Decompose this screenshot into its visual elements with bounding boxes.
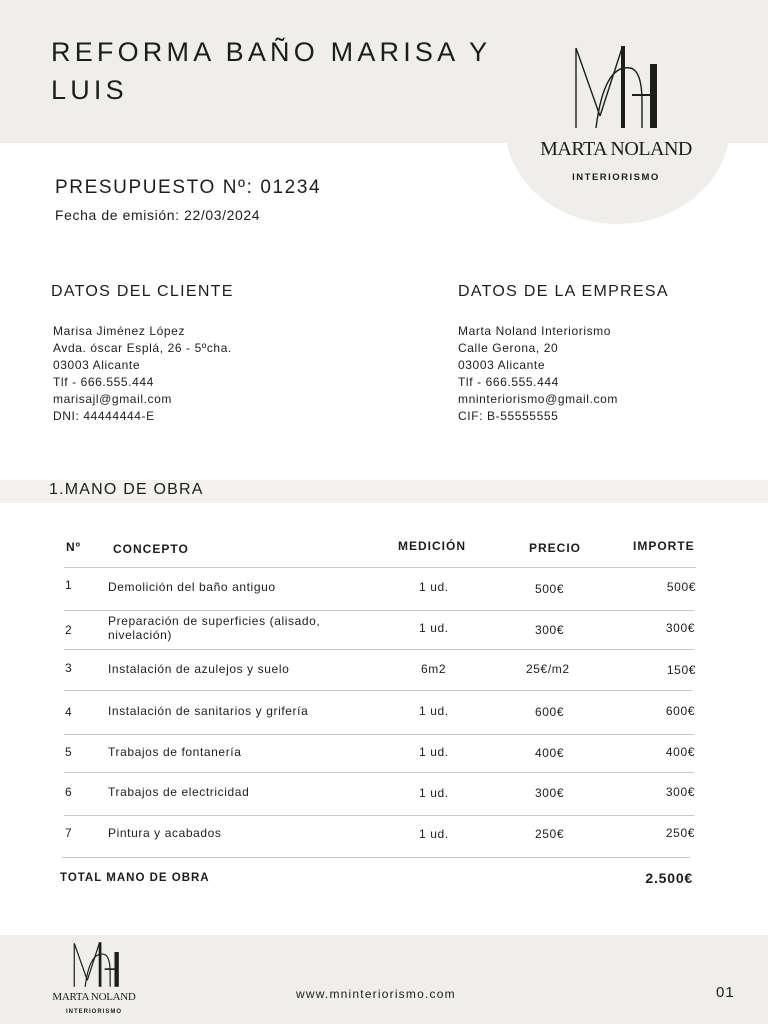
company-info: [458, 323, 618, 425]
footer-logo-brand-name: MARTA NOLAND: [52, 991, 136, 1003]
table-divider: [64, 815, 694, 816]
row-price: 250€: [535, 827, 565, 841]
company-cif: CIF: B-55555555: [458, 409, 559, 423]
row-number: 1: [65, 578, 73, 592]
logo-brand-name: MARTA NOLAND: [540, 138, 692, 160]
total-labor-value: 2.500€: [645, 870, 693, 886]
row-price: 300€: [535, 786, 565, 800]
document-title: REFORMA BAÑO MARISA Y LUIS: [51, 37, 491, 105]
client-dni: DNI: 44444444-E: [53, 409, 155, 423]
client-info: [53, 323, 232, 425]
row-amount: 300€: [665, 785, 695, 799]
row-price: 600€: [535, 705, 565, 719]
row-measure: 1 ud.: [419, 704, 449, 718]
row-price: 400€: [535, 746, 565, 760]
row-concept: Instalación de sanitarios y grifería: [108, 704, 309, 718]
footer-logo: [44, 940, 144, 1018]
page-number: 01: [716, 984, 735, 1001]
row-measure: 1 ud.: [419, 745, 449, 759]
row-number: 4: [65, 705, 73, 719]
client-name: Marisa Jiménez López: [53, 324, 186, 338]
company-phone: Tlf - 666.555.444: [458, 375, 559, 389]
company-data-heading: DATOS DE LA EMPRESA: [458, 283, 669, 300]
row-number: 3: [65, 661, 73, 675]
row-number: 7: [65, 826, 73, 840]
row-amount: 150€: [666, 663, 696, 677]
column-header-number: Nº: [66, 540, 82, 554]
table-divider: [64, 567, 696, 568]
labor-section-title: 1.MANO DE OBRA: [49, 481, 204, 498]
issue-date: Fecha de emisión: 22/03/2024: [55, 207, 261, 223]
client-address: Avda. óscar Esplá, 26 - 5ºcha.: [53, 341, 232, 355]
row-concept: Trabajos de electricidad: [108, 785, 250, 799]
table-divider: [64, 610, 694, 611]
column-header-measure: MEDICIÓN: [398, 539, 466, 553]
company-city: 03003 Alicante: [458, 358, 546, 372]
client-phone: Tlf - 666.555.444: [53, 375, 154, 389]
footer-logo-subtitle: INTERIORISMO: [65, 1009, 122, 1015]
row-amount: 400€: [665, 745, 695, 759]
company-address: Calle Gerona, 20: [458, 341, 559, 355]
row-number: 6: [65, 785, 73, 799]
row-concept: Pintura y acabados: [108, 826, 222, 840]
row-amount: 500€: [666, 580, 696, 594]
row-concept: Demolición del baño antiguo: [108, 580, 276, 594]
row-price: 300€: [535, 623, 565, 637]
table-divider: [64, 734, 694, 735]
row-price: 25€/m2: [526, 662, 570, 676]
row-measure: 6m2: [421, 662, 447, 676]
row-number: 5: [65, 745, 73, 759]
row-amount: 600€: [665, 704, 695, 718]
client-city: 03003 Alicante: [53, 358, 141, 372]
logo-subtitle: INTERIORISMO: [572, 172, 660, 183]
row-measure: 1 ud.: [419, 786, 449, 800]
company-name: Marta Noland Interiorismo: [458, 324, 612, 338]
row-concept: Preparación de superficies (alisado, nivelación): [108, 614, 321, 642]
row-measure: 1 ud.: [419, 580, 449, 594]
budget-number: PRESUPUESTO Nº: 01234: [55, 177, 322, 198]
row-concept: Instalación de azulejos y suelo: [108, 662, 290, 676]
monogram-mn-icon: [570, 42, 662, 132]
table-divider: [62, 857, 690, 858]
table-divider: [64, 690, 692, 691]
total-labor-label: TOTAL MANO DE OBRA: [60, 872, 210, 884]
footer-monogram-mn-icon: [71, 940, 121, 989]
table-divider: [64, 649, 694, 650]
row-concept: Trabajos de fontanería: [108, 745, 242, 759]
row-amount: 300€: [665, 621, 695, 635]
table-divider: [64, 772, 694, 773]
row-amount: 250€: [665, 826, 695, 840]
column-header-price: PRECIO: [529, 541, 582, 555]
row-measure: 1 ud.: [419, 621, 449, 635]
company-email: mninteriorismo@gmail.com: [458, 392, 618, 406]
client-email: marisajl@gmail.com: [53, 392, 172, 406]
website-link[interactable]: www.mninteriorismo.com: [296, 987, 456, 1001]
client-data-heading: DATOS DEL CLIENTE: [51, 283, 234, 300]
column-header-concept: CONCEPTO: [113, 542, 189, 556]
company-logo: [525, 42, 707, 187]
row-number: 2: [65, 623, 73, 637]
row-measure: 1 ud.: [419, 827, 449, 841]
column-header-amount: IMPORTE: [633, 539, 695, 553]
row-price: 500€: [535, 582, 565, 596]
